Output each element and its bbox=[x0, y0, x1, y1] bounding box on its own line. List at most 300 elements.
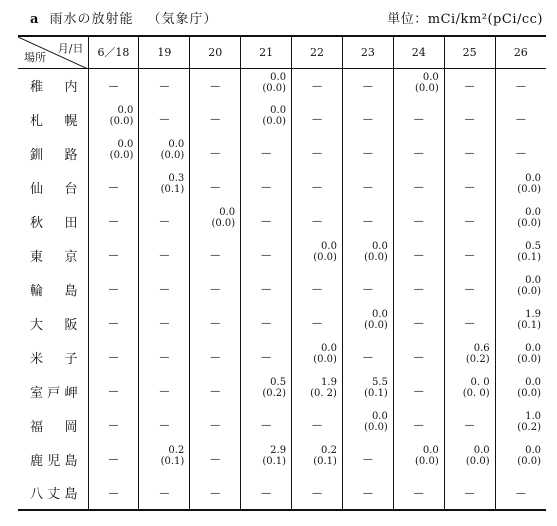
value-cell bbox=[444, 408, 495, 442]
value-cell bbox=[342, 340, 393, 374]
value-cell bbox=[88, 170, 139, 204]
corner-location-label: 場所 bbox=[24, 50, 46, 64]
measurement bbox=[364, 377, 388, 399]
table-row bbox=[18, 306, 546, 340]
no-data-dash: — bbox=[464, 114, 475, 125]
value-cell bbox=[444, 272, 495, 306]
value-cell bbox=[393, 272, 444, 306]
value-cell bbox=[444, 306, 495, 340]
concentration-value: (0.0) bbox=[109, 116, 134, 127]
station-name bbox=[18, 178, 88, 197]
station-name bbox=[18, 483, 88, 502]
concentration-value: (0.1) bbox=[262, 456, 287, 467]
value-cell bbox=[190, 272, 241, 306]
value-cell bbox=[495, 68, 546, 102]
station-name bbox=[18, 314, 88, 333]
value-cell bbox=[88, 204, 139, 238]
value-cell bbox=[190, 476, 241, 510]
no-data-dash: — bbox=[210, 386, 221, 397]
value-cell bbox=[292, 102, 343, 136]
value-cell bbox=[342, 476, 393, 510]
table-row bbox=[18, 170, 546, 204]
station-cell bbox=[18, 374, 88, 408]
table-row bbox=[18, 136, 546, 170]
concentration-value: (0.0) bbox=[160, 150, 185, 161]
no-data-dash: — bbox=[312, 182, 322, 193]
caption-letter: a bbox=[30, 12, 40, 27]
value-cell bbox=[444, 442, 495, 476]
no-data-dash: — bbox=[413, 114, 424, 125]
concentration-value: (0.0) bbox=[415, 456, 439, 467]
no-data-dash: — bbox=[362, 454, 373, 465]
station-cell bbox=[18, 238, 88, 272]
value-cell bbox=[393, 204, 444, 238]
rain-value: 0.0 bbox=[525, 343, 542, 354]
value-cell bbox=[342, 408, 393, 442]
rain-value: 0.0 bbox=[270, 105, 287, 116]
rain-value: 0.0 bbox=[321, 241, 337, 252]
value-cell bbox=[88, 442, 139, 476]
concentration-value: (0.0) bbox=[262, 116, 287, 127]
rain-value: 0.0 bbox=[525, 377, 542, 388]
station-char: 島 bbox=[64, 283, 78, 299]
measurement bbox=[313, 343, 337, 365]
station-char: 米 bbox=[30, 351, 44, 367]
station-char: 鹿 bbox=[30, 453, 44, 469]
rain-value: 0.0 bbox=[422, 445, 439, 456]
station-cell bbox=[18, 102, 88, 136]
corner-date-label: 月/日 bbox=[57, 42, 84, 55]
no-data-dash: — bbox=[413, 250, 424, 261]
concentration-value: (0.0) bbox=[517, 388, 542, 399]
value-cell bbox=[241, 442, 292, 476]
value-cell bbox=[241, 204, 292, 238]
value-cell bbox=[444, 238, 495, 272]
table-row bbox=[18, 442, 546, 476]
value-cell bbox=[292, 340, 343, 374]
concentration-value: (0.0) bbox=[364, 252, 388, 263]
value-cell bbox=[139, 204, 190, 238]
measurement bbox=[517, 411, 541, 433]
no-data-dash: — bbox=[362, 216, 373, 227]
concentration-value: (0.1) bbox=[517, 252, 542, 263]
rain-value: 0.0 bbox=[117, 139, 134, 150]
rain-value: 0.0 bbox=[371, 411, 388, 422]
value-cell bbox=[393, 170, 444, 204]
rain-value: 0.2 bbox=[168, 445, 185, 456]
table-row bbox=[18, 238, 546, 272]
measurement bbox=[364, 309, 388, 331]
measurement bbox=[110, 105, 134, 127]
value-cell bbox=[495, 204, 546, 238]
rain-value: 0.0 bbox=[525, 207, 542, 218]
value-cell bbox=[342, 272, 393, 306]
concentration-value: (0.0) bbox=[517, 218, 542, 229]
no-data-dash: — bbox=[413, 386, 424, 397]
value-cell bbox=[342, 374, 393, 408]
table-row bbox=[18, 272, 546, 306]
station-char: 京 bbox=[64, 249, 78, 265]
no-data-dash: — bbox=[312, 284, 322, 295]
value-cell bbox=[393, 340, 444, 374]
station-char: 釧 bbox=[30, 147, 44, 163]
value-cell bbox=[139, 272, 190, 306]
station-char: 稚 bbox=[30, 79, 44, 95]
rain-value: 0.0 bbox=[371, 309, 388, 320]
station-name bbox=[18, 246, 88, 265]
station-name bbox=[18, 416, 88, 435]
no-data-dash: — bbox=[312, 420, 322, 431]
date-header: 22 bbox=[292, 36, 343, 68]
value-cell bbox=[88, 340, 139, 374]
value-cell bbox=[393, 306, 444, 340]
value-cell bbox=[495, 306, 546, 340]
no-data-dash: — bbox=[108, 182, 119, 193]
value-cell bbox=[241, 102, 292, 136]
no-data-dash: — bbox=[210, 488, 221, 499]
station-name bbox=[18, 348, 88, 367]
no-data-dash: — bbox=[464, 420, 475, 431]
date-header: 6／18 bbox=[88, 36, 139, 68]
concentration-value: (0.0) bbox=[262, 82, 287, 94]
table-row bbox=[18, 476, 546, 510]
rain-value: 0.0 bbox=[371, 241, 388, 252]
measurement bbox=[110, 139, 134, 161]
no-data-dash: — bbox=[159, 80, 170, 92]
no-data-dash: — bbox=[108, 386, 119, 397]
value-cell bbox=[88, 136, 139, 170]
station-cell bbox=[18, 68, 88, 102]
station-name bbox=[18, 110, 88, 129]
table-row bbox=[18, 102, 546, 136]
no-data-dash: — bbox=[261, 148, 272, 159]
date-header: 24 bbox=[393, 36, 444, 68]
caption-title: 雨水の放射能 bbox=[49, 12, 134, 27]
no-data-dash: — bbox=[362, 182, 373, 193]
value-cell bbox=[139, 476, 190, 510]
concentration-value: (0.0) bbox=[364, 422, 388, 433]
rain-value: 0.3 bbox=[168, 173, 185, 184]
no-data-dash: — bbox=[362, 488, 373, 499]
table-row bbox=[18, 374, 546, 408]
value-cell bbox=[495, 340, 546, 374]
concentration-value: (0.0) bbox=[517, 456, 542, 467]
no-data-dash: — bbox=[464, 284, 475, 295]
no-data-dash: — bbox=[312, 318, 322, 329]
value-cell bbox=[190, 102, 241, 136]
value-cell bbox=[139, 408, 190, 442]
station-char: 内 bbox=[64, 79, 78, 95]
value-cell bbox=[241, 306, 292, 340]
rain-value: 0.0 bbox=[525, 275, 542, 286]
value-cell bbox=[241, 272, 292, 306]
value-cell bbox=[139, 170, 190, 204]
value-cell bbox=[495, 102, 546, 136]
value-cell bbox=[190, 238, 241, 272]
concentration-value: (0.1) bbox=[160, 456, 185, 467]
station-name bbox=[18, 144, 88, 163]
value-cell bbox=[241, 476, 292, 510]
no-data-dash: — bbox=[464, 318, 475, 329]
station-cell bbox=[18, 204, 88, 238]
value-cell bbox=[88, 272, 139, 306]
no-data-dash: — bbox=[159, 420, 170, 431]
measurement bbox=[466, 343, 490, 365]
concentration-value: (0.2) bbox=[262, 388, 287, 399]
station-char: 大 bbox=[30, 317, 44, 333]
value-cell bbox=[495, 476, 546, 510]
measurement bbox=[415, 445, 439, 467]
station-char: 島 bbox=[64, 453, 78, 469]
measurement bbox=[517, 173, 541, 195]
station-char: 室 bbox=[30, 385, 44, 401]
no-data-dash: — bbox=[210, 148, 221, 159]
station-char: 輪 bbox=[30, 283, 44, 299]
no-data-dash: — bbox=[413, 216, 424, 227]
value-cell bbox=[292, 204, 343, 238]
station-cell bbox=[18, 442, 88, 476]
no-data-dash: — bbox=[464, 182, 475, 193]
concentration-value: (0. 0) bbox=[462, 388, 490, 399]
rain-value: 1.9 bbox=[525, 309, 542, 320]
measurement bbox=[517, 207, 541, 229]
no-data-dash: — bbox=[413, 182, 424, 193]
no-data-dash: — bbox=[362, 284, 373, 295]
station-name bbox=[18, 382, 88, 401]
concentration-value: (0.0) bbox=[109, 150, 134, 161]
value-cell bbox=[190, 136, 241, 170]
no-data-dash: — bbox=[515, 148, 526, 159]
rain-value: 0.0 bbox=[422, 71, 439, 83]
station-char: 秋 bbox=[30, 215, 44, 231]
no-data-dash: — bbox=[464, 250, 475, 261]
date-header: 21 bbox=[241, 36, 292, 68]
station-char: 岬 bbox=[64, 385, 78, 401]
station-cell bbox=[18, 306, 88, 340]
value-cell bbox=[393, 408, 444, 442]
no-data-dash: — bbox=[210, 454, 221, 465]
value-cell bbox=[342, 204, 393, 238]
value-cell bbox=[393, 238, 444, 272]
concentration-value: (0.0) bbox=[517, 184, 542, 195]
measurement bbox=[517, 241, 541, 263]
no-data-dash: — bbox=[159, 250, 170, 261]
rain-value: 5.5 bbox=[371, 377, 388, 388]
table-row bbox=[18, 204, 546, 238]
rain-value: 0.5 bbox=[270, 377, 287, 388]
concentration-value: (0.1) bbox=[313, 456, 337, 467]
station-char: 台 bbox=[64, 181, 78, 197]
measurement bbox=[517, 377, 541, 399]
rain-value: 0.0 bbox=[168, 139, 185, 150]
concentration-value: (0.0) bbox=[313, 354, 337, 365]
no-data-dash: — bbox=[515, 114, 526, 125]
measurement bbox=[262, 72, 286, 94]
value-cell bbox=[139, 306, 190, 340]
value-cell bbox=[139, 136, 190, 170]
rain-value: 0.0 bbox=[525, 173, 542, 184]
value-cell bbox=[190, 374, 241, 408]
station-char: 福 bbox=[30, 419, 44, 435]
station-char: 幌 bbox=[64, 113, 78, 129]
value-cell bbox=[139, 102, 190, 136]
rain-value: 1.9 bbox=[321, 377, 337, 388]
table-body bbox=[18, 68, 546, 510]
value-cell bbox=[190, 204, 241, 238]
rain-value: 2.9 bbox=[270, 445, 287, 456]
measurement bbox=[310, 377, 337, 399]
unit-label: 単位：mCi/km²(pCi/cc) bbox=[387, 12, 543, 27]
concentration-value: (0.2) bbox=[465, 354, 490, 365]
no-data-dash: — bbox=[362, 148, 373, 159]
no-data-dash: — bbox=[159, 284, 170, 295]
value-cell bbox=[190, 170, 241, 204]
table-row bbox=[18, 68, 546, 102]
value-cell bbox=[241, 340, 292, 374]
no-data-dash: — bbox=[362, 114, 373, 125]
value-cell bbox=[88, 238, 139, 272]
measurement bbox=[262, 377, 286, 399]
rain-radioactivity-table bbox=[18, 35, 546, 511]
station-name bbox=[18, 280, 88, 299]
station-char: 仙 bbox=[30, 181, 44, 197]
rain-value: 0.6 bbox=[473, 343, 490, 354]
value-cell bbox=[190, 306, 241, 340]
value-cell bbox=[393, 136, 444, 170]
value-cell bbox=[88, 102, 139, 136]
rain-value: 0.0 bbox=[117, 105, 134, 116]
value-cell bbox=[190, 68, 241, 102]
rain-value: 0.2 bbox=[321, 445, 337, 456]
rain-value: 0.0 bbox=[219, 207, 236, 218]
table-row bbox=[18, 408, 546, 442]
concentration-value: (0.1) bbox=[160, 184, 185, 195]
no-data-dash: — bbox=[108, 318, 119, 329]
concentration-value: (0.2) bbox=[517, 422, 542, 433]
no-data-dash: — bbox=[464, 148, 475, 159]
station-cell bbox=[18, 340, 88, 374]
no-data-dash: — bbox=[312, 80, 322, 92]
station-char: 田 bbox=[64, 215, 78, 231]
no-data-dash: — bbox=[413, 488, 424, 499]
no-data-dash: — bbox=[159, 114, 170, 125]
value-cell bbox=[241, 68, 292, 102]
value-cell bbox=[342, 238, 393, 272]
date-header: 25 bbox=[444, 36, 495, 68]
value-cell bbox=[444, 340, 495, 374]
value-cell bbox=[495, 442, 546, 476]
no-data-dash: — bbox=[464, 80, 475, 92]
value-cell bbox=[292, 68, 343, 102]
no-data-dash: — bbox=[210, 318, 221, 329]
measurement bbox=[211, 207, 235, 229]
measurement bbox=[517, 309, 541, 331]
concentration-value: (0.0) bbox=[364, 320, 388, 331]
measurement bbox=[161, 445, 185, 467]
value-cell bbox=[444, 68, 495, 102]
no-data-dash: — bbox=[261, 318, 272, 329]
value-cell bbox=[292, 374, 343, 408]
value-cell bbox=[139, 238, 190, 272]
no-data-dash: — bbox=[362, 352, 373, 363]
station-char: 八 bbox=[30, 487, 44, 502]
date-header: 19 bbox=[139, 36, 190, 68]
no-data-dash: — bbox=[210, 182, 221, 193]
concentration-value: (0. 2) bbox=[310, 388, 337, 399]
value-cell bbox=[393, 68, 444, 102]
value-cell bbox=[444, 374, 495, 408]
rain-value: 0.0 bbox=[473, 445, 490, 456]
station-char: 札 bbox=[30, 113, 44, 129]
no-data-dash: — bbox=[210, 114, 221, 125]
concentration-value: (0.0) bbox=[517, 286, 542, 297]
value-cell bbox=[393, 374, 444, 408]
value-cell bbox=[342, 306, 393, 340]
measurement bbox=[161, 173, 185, 195]
value-cell bbox=[241, 238, 292, 272]
no-data-dash: — bbox=[515, 80, 526, 92]
no-data-dash: — bbox=[159, 352, 170, 363]
value-cell bbox=[241, 408, 292, 442]
value-cell bbox=[292, 306, 343, 340]
no-data-dash: — bbox=[261, 284, 272, 295]
value-cell bbox=[292, 408, 343, 442]
no-data-dash: — bbox=[261, 216, 272, 227]
station-char: 阪 bbox=[64, 317, 78, 333]
no-data-dash: — bbox=[159, 488, 170, 499]
corner-header bbox=[18, 36, 88, 68]
station-cell bbox=[18, 408, 88, 442]
value-cell bbox=[292, 170, 343, 204]
measurement bbox=[313, 241, 337, 263]
no-data-dash: — bbox=[108, 488, 119, 499]
value-cell bbox=[342, 102, 393, 136]
value-cell bbox=[88, 374, 139, 408]
rain-value: 1.0 bbox=[525, 411, 542, 422]
measurement bbox=[262, 105, 286, 127]
no-data-dash: — bbox=[413, 352, 424, 363]
no-data-dash: — bbox=[261, 488, 272, 499]
value-cell bbox=[342, 170, 393, 204]
value-cell bbox=[88, 306, 139, 340]
station-char: 岡 bbox=[64, 419, 78, 435]
measurement bbox=[161, 139, 185, 161]
rain-value: 0.0 bbox=[525, 445, 542, 456]
value-cell bbox=[190, 340, 241, 374]
no-data-dash: — bbox=[261, 250, 272, 261]
station-char: 島 bbox=[64, 487, 78, 502]
no-data-dash: — bbox=[108, 420, 119, 431]
value-cell bbox=[393, 442, 444, 476]
concentration-value: (0.0) bbox=[465, 456, 490, 467]
caption-source: （気象庁） bbox=[147, 12, 218, 27]
no-data-dash: — bbox=[413, 148, 424, 159]
no-data-dash: — bbox=[159, 216, 170, 227]
value-cell bbox=[342, 68, 393, 102]
rain-value: 0. 0 bbox=[470, 377, 490, 388]
station-cell bbox=[18, 170, 88, 204]
value-cell bbox=[444, 102, 495, 136]
value-cell bbox=[342, 136, 393, 170]
no-data-dash: — bbox=[312, 216, 322, 227]
measurement bbox=[517, 445, 541, 467]
date-header: 26 bbox=[495, 36, 546, 68]
station-char: 路 bbox=[64, 147, 78, 163]
no-data-dash: — bbox=[464, 216, 475, 227]
station-cell bbox=[18, 136, 88, 170]
station-char: 子 bbox=[64, 351, 78, 367]
value-cell bbox=[495, 374, 546, 408]
